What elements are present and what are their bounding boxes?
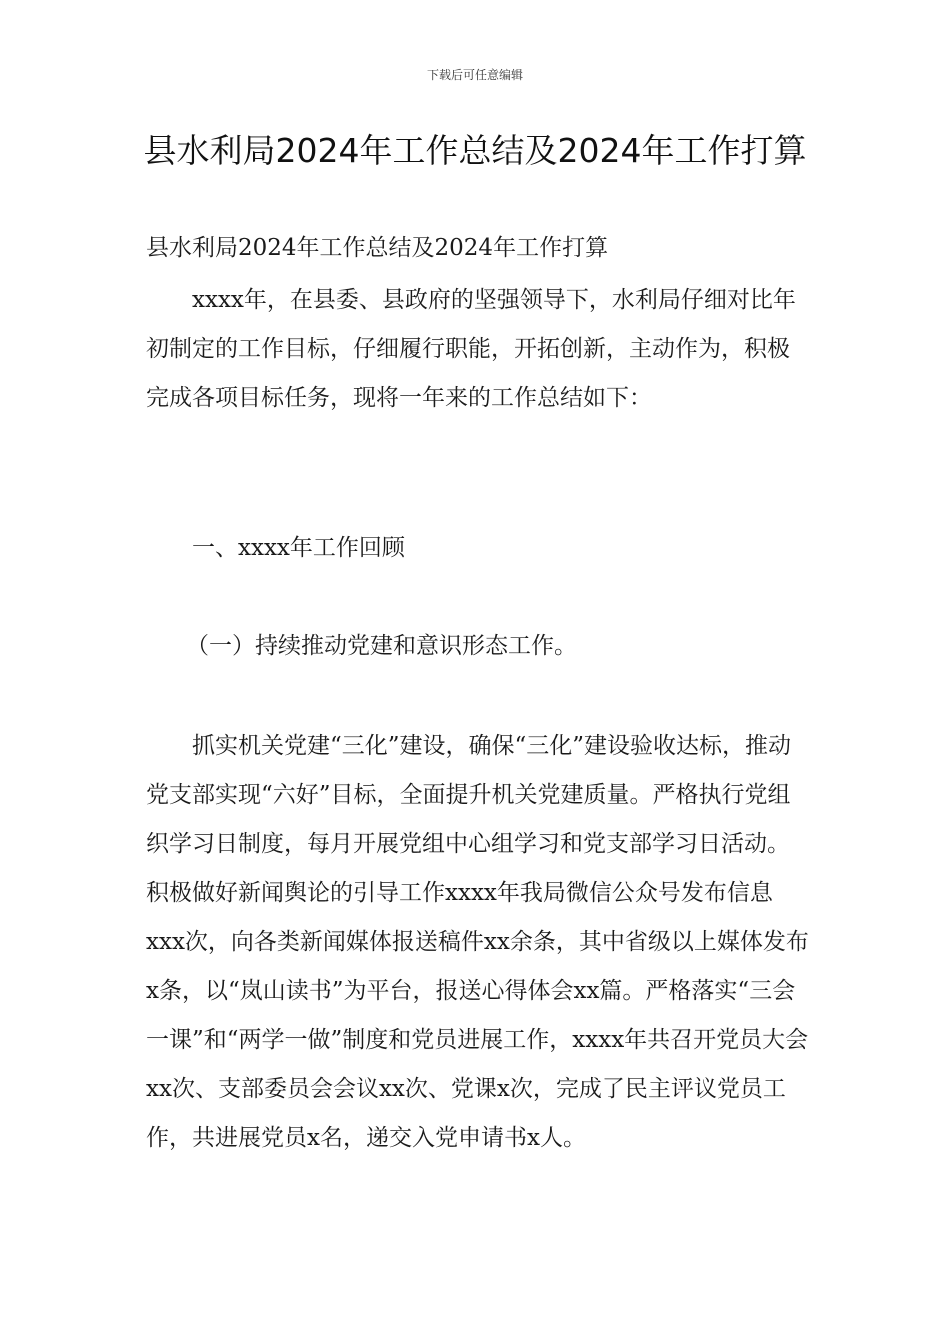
document-subtitle: 县水利局2024年工作总结及2024年工作打算 [146, 235, 609, 261]
body-paragraph: 抓实机关党建“三化”建设，确保“三化”建设验收达标，推动党支部实现“六好”目标，全面提升机关党建质量。严格执行党组织学习日制度，每月开展党组中心组学习和党支部学习日活动。积极做好新闻舆论的引导工作xxxx年我局微信公众号发布信息xxx次，向各类新闻媒体报送稿件xx余条，其中省级以上媒体发布x条，以“岚山读书”为平台，报送心得体会xx篇。严格落实“三会一课”和“两学一做”制度和党员进展工作，xxxx年共召开党员大会xx次、支部委员会会议xx次、党课x次，完成了民主评议党员工作，共进展党员x名，递交入党申请书x人。 [146, 733, 809, 1151]
intro-paragraph: xxxx年，在县委、县政府的坚强领导下，水利局仔细对比年初制定的工作目标，仔细履行职能，开拓创新，主动作为，积极完成各项目标任务，现将一年来的工作总结如下： [146, 287, 796, 411]
document-title: 县水利局2024年工作总结及2024年工作打算 [143, 131, 807, 170]
subsection-heading: （一）持续推动党建和意识形态工作。 [186, 633, 577, 659]
header-note: 下载后可任意编辑 [426, 68, 523, 82]
section-heading: 一、xxxx年工作回顾 [192, 535, 405, 561]
